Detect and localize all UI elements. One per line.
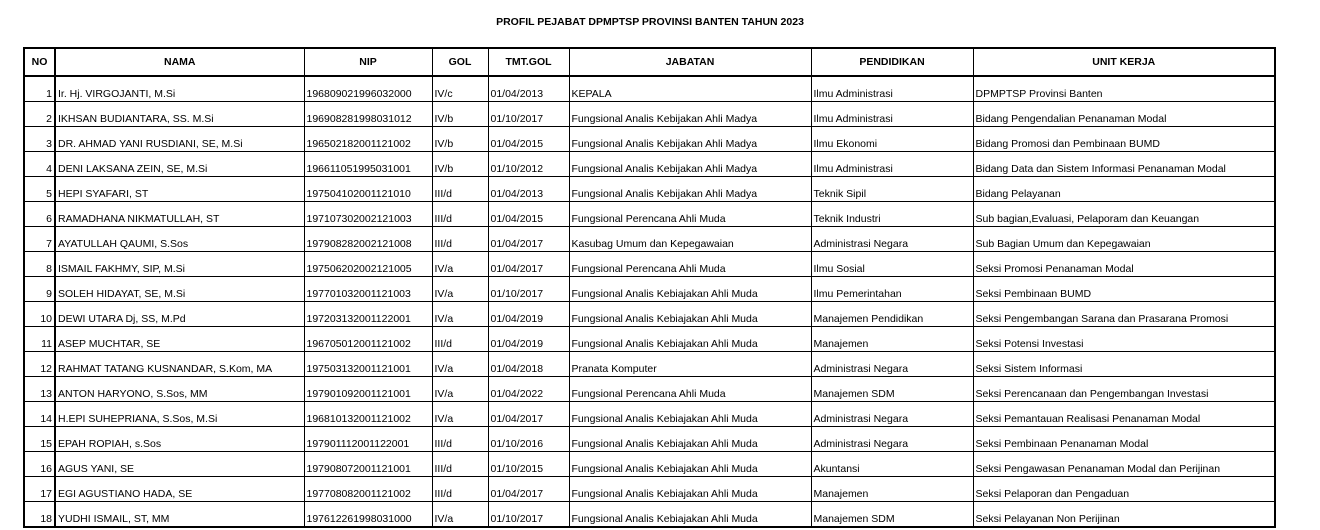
cell-gol: III/d xyxy=(432,452,488,477)
cell-nama: Ir. Hj. VIRGOJANTI, M.Si xyxy=(55,76,304,102)
cell-jabatan: Fungsional Analis Kebiajakan Ahli Muda xyxy=(569,477,811,502)
cell-unit-kerja: Seksi Perencanaan dan Pengembangan Investasi xyxy=(973,377,1275,402)
cell-tmt-gol: 01/10/2017 xyxy=(488,102,569,127)
cell-unit-kerja: DPMPTSP Provinsi Banten xyxy=(973,76,1275,102)
cell-unit-kerja: Bidang Data dan Sistem Informasi Penanaman Modal xyxy=(973,152,1275,177)
cell-no: 17 xyxy=(24,477,55,502)
cell-jabatan: Fungsional Analis Kebiajakan Ahli Muda xyxy=(569,452,811,477)
officials-table xyxy=(23,47,1276,528)
table-row xyxy=(24,102,1275,127)
cell-nama: ANTON HARYONO, S.Sos, MM xyxy=(55,377,304,402)
cell-pendidikan: Akuntansi xyxy=(811,452,973,477)
table-row xyxy=(24,252,1275,277)
cell-jabatan: Fungsional Analis Kebijakan Ahli Madya xyxy=(569,127,811,152)
cell-pendidikan: Ilmu Administrasi xyxy=(811,102,973,127)
cell-gol: III/d xyxy=(432,227,488,252)
cell-unit-kerja: Sub Bagian Umum dan Kepegawaian xyxy=(973,227,1275,252)
cell-nip: 196611051995031001 xyxy=(304,152,432,177)
cell-tmt-gol: 01/10/2016 xyxy=(488,427,569,452)
cell-no: 12 xyxy=(24,352,55,377)
cell-unit-kerja: Seksi Pelayanan Non Perijinan xyxy=(973,502,1275,528)
cell-unit-kerja: Seksi Potensi Investasi xyxy=(973,327,1275,352)
table-row xyxy=(24,177,1275,202)
table-row xyxy=(24,152,1275,177)
cell-nama: DENI LAKSANA ZEIN, SE, M.Si xyxy=(55,152,304,177)
table-row xyxy=(24,302,1275,327)
cell-tmt-gol: 01/04/2017 xyxy=(488,477,569,502)
cell-tmt-gol: 01/04/2015 xyxy=(488,127,569,152)
cell-nama: H.EPI SUHEPRIANA, S.Sos, M.Si xyxy=(55,402,304,427)
cell-pendidikan: Ilmu Ekonomi xyxy=(811,127,973,152)
cell-unit-kerja: Sub bagian,Evaluasi, Pelaporam dan Keuangan xyxy=(973,202,1275,227)
cell-no: 16 xyxy=(24,452,55,477)
document-title: PROFIL PEJABAT DPMPTSP PROVINSI BANTEN TAHUN 2023 xyxy=(496,16,804,28)
cell-jabatan: Fungsional Perencana Ahli Muda xyxy=(569,377,811,402)
cell-jabatan: Fungsional Analis Kebiajakan Ahli Muda xyxy=(569,277,811,302)
cell-jabatan: Fungsional Analis Kebijakan Ahli Madya xyxy=(569,177,811,202)
cell-tmt-gol: 01/04/2018 xyxy=(488,352,569,377)
column-header-no: NO xyxy=(24,48,55,76)
cell-nama: DEWI UTARA Dj, SS, M.Pd xyxy=(55,302,304,327)
cell-no: 5 xyxy=(24,177,55,202)
cell-nama: ISMAIL FAKHMY, SIP, M.Si xyxy=(55,252,304,277)
cell-gol: IV/b xyxy=(432,127,488,152)
cell-tmt-gol: 01/10/2017 xyxy=(488,502,569,528)
cell-nama: ASEP MUCHTAR, SE xyxy=(55,327,304,352)
cell-nip: 197908072001121001 xyxy=(304,452,432,477)
cell-jabatan: Fungsional Analis Kebiajakan Ahli Muda xyxy=(569,402,811,427)
cell-nama: RAMADHANA NIKMATULLAH, ST xyxy=(55,202,304,227)
cell-nama: EGI AGUSTIANO HADA, SE xyxy=(55,477,304,502)
cell-pendidikan: Manajemen SDM xyxy=(811,377,973,402)
cell-no: 18 xyxy=(24,502,55,528)
cell-nip: 197503132001121001 xyxy=(304,352,432,377)
cell-unit-kerja: Seksi Pembinaan BUMD xyxy=(973,277,1275,302)
cell-nip: 197203132001122001 xyxy=(304,302,432,327)
cell-nip: 196705012001121002 xyxy=(304,327,432,352)
cell-no: 9 xyxy=(24,277,55,302)
cell-pendidikan: Administrasi Negara xyxy=(811,402,973,427)
cell-nama: AYATULLAH QAUMI, S.Sos xyxy=(55,227,304,252)
table-row xyxy=(24,76,1275,102)
cell-unit-kerja: Bidang Pelayanan xyxy=(973,177,1275,202)
cell-gol: IV/a xyxy=(432,402,488,427)
cell-no: 3 xyxy=(24,127,55,152)
cell-pendidikan: Manajemen SDM xyxy=(811,502,973,528)
cell-gol: IV/a xyxy=(432,277,488,302)
cell-nip: 197107302002121003 xyxy=(304,202,432,227)
cell-gol: III/d xyxy=(432,477,488,502)
cell-jabatan: Fungsional Perencana Ahli Muda xyxy=(569,202,811,227)
cell-no: 4 xyxy=(24,152,55,177)
cell-nip: 197504102001121010 xyxy=(304,177,432,202)
cell-unit-kerja: Bidang Pengendalian Penanaman Modal xyxy=(973,102,1275,127)
cell-no: 13 xyxy=(24,377,55,402)
cell-tmt-gol: 01/04/2017 xyxy=(488,252,569,277)
cell-gol: IV/a xyxy=(432,377,488,402)
table-row xyxy=(24,452,1275,477)
cell-nama: EPAH ROPIAH, s.Sos xyxy=(55,427,304,452)
cell-nip: 197612261998031000 xyxy=(304,502,432,528)
cell-nip: 197901092001121001 xyxy=(304,377,432,402)
table-row xyxy=(24,227,1275,252)
cell-unit-kerja: Bidang Promosi dan Pembinaan BUMD xyxy=(973,127,1275,152)
cell-gol: IV/b xyxy=(432,152,488,177)
cell-unit-kerja: Seksi Pelaporan dan Pengaduan xyxy=(973,477,1275,502)
cell-gol: III/d xyxy=(432,327,488,352)
cell-tmt-gol: 01/04/2017 xyxy=(488,227,569,252)
cell-no: 10 xyxy=(24,302,55,327)
cell-unit-kerja: Seksi Pemantauan Realisasi Penanaman Modal xyxy=(973,402,1275,427)
cell-nama: RAHMAT TATANG KUSNANDAR, S.Kom, MA xyxy=(55,352,304,377)
column-header-nip: NIP xyxy=(304,48,432,76)
cell-nip: 196810132001121002 xyxy=(304,402,432,427)
cell-tmt-gol: 01/10/2015 xyxy=(488,452,569,477)
cell-gol: III/d xyxy=(432,427,488,452)
table-row xyxy=(24,327,1275,352)
table-row xyxy=(24,427,1275,452)
cell-tmt-gol: 01/10/2012 xyxy=(488,152,569,177)
cell-nama: YUDHI ISMAIL, ST, MM xyxy=(55,502,304,528)
cell-nip: 197908282002121008 xyxy=(304,227,432,252)
cell-unit-kerja: Seksi Promosi Penanaman Modal xyxy=(973,252,1275,277)
cell-jabatan: Fungsional Analis Kebiajakan Ahli Muda xyxy=(569,427,811,452)
cell-jabatan: Fungsional Analis Kebijakan Ahli Madya xyxy=(569,152,811,177)
cell-no: 6 xyxy=(24,202,55,227)
cell-pendidikan: Teknik Industri xyxy=(811,202,973,227)
cell-nip: 197708082001121002 xyxy=(304,477,432,502)
cell-pendidikan: Administrasi Negara xyxy=(811,427,973,452)
cell-unit-kerja: Seksi Sistem Informasi xyxy=(973,352,1275,377)
column-header-pendidikan: PENDIDIKAN xyxy=(811,48,973,76)
table-row xyxy=(24,402,1275,427)
column-header-gol: GOL xyxy=(432,48,488,76)
cell-jabatan: Pranata Komputer xyxy=(569,352,811,377)
table-row xyxy=(24,127,1275,152)
cell-pendidikan: Ilmu Sosial xyxy=(811,252,973,277)
cell-jabatan: Fungsional Analis Kebiajakan Ahli Muda xyxy=(569,302,811,327)
cell-nama: HEPI SYAFARI, ST xyxy=(55,177,304,202)
cell-jabatan: KEPALA xyxy=(569,76,811,102)
cell-no: 15 xyxy=(24,427,55,452)
cell-jabatan: Fungsional Analis Kebijakan Ahli Madya xyxy=(569,102,811,127)
table-row xyxy=(24,377,1275,402)
cell-gol: IV/a xyxy=(432,352,488,377)
cell-pendidikan: Ilmu Pemerintahan xyxy=(811,277,973,302)
cell-pendidikan: Administrasi Negara xyxy=(811,352,973,377)
cell-tmt-gol: 01/04/2022 xyxy=(488,377,569,402)
cell-gol: III/d xyxy=(432,177,488,202)
cell-tmt-gol: 01/04/2019 xyxy=(488,302,569,327)
cell-unit-kerja: Seksi Pengawasan Penanaman Modal dan Perijinan xyxy=(973,452,1275,477)
cell-tmt-gol: 01/04/2015 xyxy=(488,202,569,227)
cell-pendidikan: Manajemen xyxy=(811,477,973,502)
column-header-jabatan: JABATAN xyxy=(569,48,811,76)
cell-nip: 196908281998031012 xyxy=(304,102,432,127)
cell-gol: IV/c xyxy=(432,76,488,102)
cell-no: 8 xyxy=(24,252,55,277)
cell-nip: 197901112001122001 xyxy=(304,427,432,452)
cell-pendidikan: Teknik Sipil xyxy=(811,177,973,202)
cell-tmt-gol: 01/04/2019 xyxy=(488,327,569,352)
column-header-nama: NAMA xyxy=(55,48,304,76)
cell-nip: 197506202002121005 xyxy=(304,252,432,277)
cell-gol: IV/a xyxy=(432,502,488,528)
table-row xyxy=(24,502,1275,528)
cell-tmt-gol: 01/04/2013 xyxy=(488,76,569,102)
cell-pendidikan: Ilmu Administrasi xyxy=(811,76,973,102)
cell-pendidikan: Ilmu Administrasi xyxy=(811,152,973,177)
cell-tmt-gol: 01/10/2017 xyxy=(488,277,569,302)
table-row xyxy=(24,477,1275,502)
column-header-unit-kerja: UNIT KERJA xyxy=(973,48,1275,76)
cell-nip: 197701032001121003 xyxy=(304,277,432,302)
cell-no: 11 xyxy=(24,327,55,352)
column-header-tmt-gol: TMT.GOL xyxy=(488,48,569,76)
cell-no: 1 xyxy=(24,76,55,102)
table-row xyxy=(24,277,1275,302)
cell-no: 7 xyxy=(24,227,55,252)
cell-nama: SOLEH HIDAYAT, SE, M.Si xyxy=(55,277,304,302)
cell-nama: AGUS YANI, SE xyxy=(55,452,304,477)
table-row xyxy=(24,202,1275,227)
cell-gol: IV/a xyxy=(432,302,488,327)
cell-nama: IKHSAN BUDIANTARA, SS. M.Si xyxy=(55,102,304,127)
cell-gol: IV/b xyxy=(432,102,488,127)
cell-unit-kerja: Seksi Pembinaan Penanaman Modal xyxy=(973,427,1275,452)
cell-jabatan: Fungsional Analis Kebiajakan Ahli Muda xyxy=(569,502,811,528)
header-row xyxy=(24,48,1275,76)
table-row xyxy=(24,352,1275,377)
cell-nip: 196502182001121002 xyxy=(304,127,432,152)
cell-pendidikan: Administrasi Negara xyxy=(811,227,973,252)
cell-no: 2 xyxy=(24,102,55,127)
cell-pendidikan: Manajemen Pendidikan xyxy=(811,302,973,327)
cell-jabatan: Fungsional Perencana Ahli Muda xyxy=(569,252,811,277)
cell-gol: III/d xyxy=(432,202,488,227)
cell-jabatan: Fungsional Analis Kebiajakan Ahli Muda xyxy=(569,327,811,352)
cell-gol: IV/a xyxy=(432,252,488,277)
cell-jabatan: Kasubag Umum dan Kepegawaian xyxy=(569,227,811,252)
cell-nama: DR. AHMAD YANI RUSDIANI, SE, M.Si xyxy=(55,127,304,152)
cell-pendidikan: Manajemen xyxy=(811,327,973,352)
cell-unit-kerja: Seksi Pengembangan Sarana dan Prasarana Promosi xyxy=(973,302,1275,327)
cell-nip: 196809021996032000 xyxy=(304,76,432,102)
cell-tmt-gol: 01/04/2013 xyxy=(488,177,569,202)
cell-no: 14 xyxy=(24,402,55,427)
cell-tmt-gol: 01/04/2017 xyxy=(488,402,569,427)
